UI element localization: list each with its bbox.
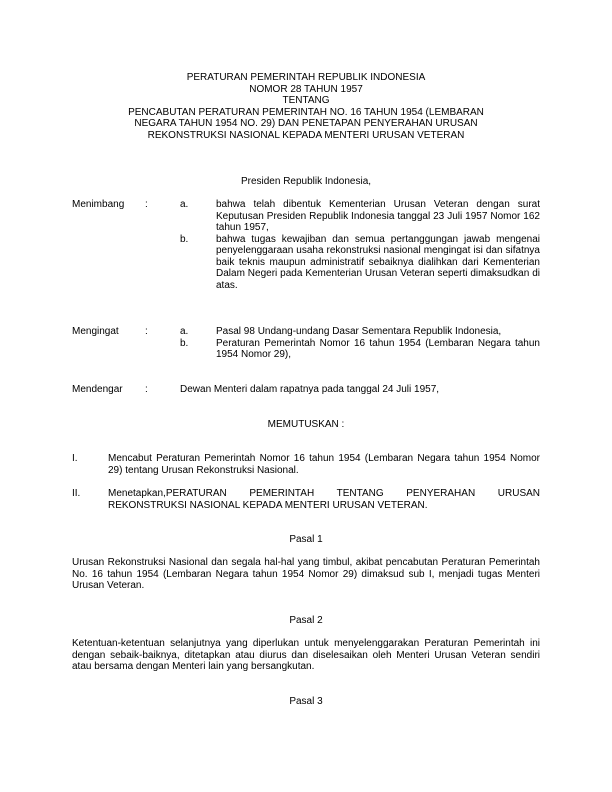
decision-row (72, 453, 540, 476)
item-marker: a. (180, 199, 189, 210)
item-marker: a. (180, 326, 189, 337)
item-marker: b. (180, 233, 189, 245)
menimbang-item-b (72, 234, 540, 292)
decision-text: Mencabut Peraturan Pemerintah Nomor 16 tahun 1954 (Lembaran Negara tahun 1954 Nomor 29) tentang Urusan Rekonstruksi Nasional. (108, 453, 540, 476)
pasal-1-title: Pasal 1 (289, 534, 323, 545)
menimbang-colon: : (145, 199, 148, 210)
mengingat-label: Mengingat (72, 326, 119, 337)
mengingat-item-a (72, 326, 540, 338)
decision-text: Menetapkan,PERATURAN PEMERINTAH TENTANG PENYERAHAN URUSAN REKONSTRUKSI NASIONAL KEPADA MENTERI URUSAN VETERAN. (108, 488, 540, 511)
mendengar-colon: : (145, 384, 148, 395)
mengingat-colon: : (145, 326, 148, 337)
item-text: bahwa tugas kewajiban dan semua pertanggungan jawab mengenai penyelenggaraan usaha rekonstruksi nasional mengingat isi dan sifatnya baik teknis maupun administratif sebaiknya dialihkan dari Kementerian Dalam Negeri pada Kementerian Urusan Veteran seperti dimaksudkan di atas. (216, 233, 540, 291)
menimbang-item-a (72, 199, 540, 234)
pasal-3-title: Pasal 3 (289, 696, 323, 707)
mendengar-section (72, 384, 540, 396)
decision-I (72, 453, 540, 476)
roman-marker: I. (72, 453, 78, 464)
roman-marker: II. (72, 488, 81, 499)
title-line: PERATURAN PEMERINTAH REPUBLIK INDONESIA (186, 72, 426, 83)
item-text: Pasal 98 Undang-undang Dasar Sementara Republik Indonesia, (216, 326, 502, 337)
pasal-1-text: Urusan Rekonstruksi Nasional dan segala hal-hal yang timbul, akibat pencabutan Peraturan Pemerintah No. 16 tahun 1954 (Lembaran Negara tahun 1954 Nomor 29) dimaksud sub I, menjadi tugas Menteri Urusan Veteran. (72, 557, 540, 591)
president-line: Presiden Republik Indonesia, (240, 176, 372, 187)
decision-II (72, 488, 540, 511)
title-line: TENTANG (282, 95, 330, 106)
menimbang-section (72, 199, 540, 291)
item-text: bahwa telah dibentuk Kementerian Urusan Veteran dengan surat Keputusan Presiden Republik Indonesia tanggal 23 Juli 1957 Nomor 162 tahun 1957, (216, 199, 540, 233)
title-line: NOMOR 28 TAHUN 1957 (249, 83, 363, 95)
item-marker: b. (180, 337, 189, 349)
mendengar-row (72, 384, 540, 396)
mendengar-label: Mendengar (72, 384, 123, 395)
pasal-2-title: Pasal 2 (289, 615, 323, 626)
mengingat-item-b (72, 338, 540, 361)
menimbang-label: Menimbang (72, 199, 125, 210)
decision-row (72, 488, 540, 511)
title-line: NEGARA TAHUN 1954 NO. 29) DAN PENETAPAN PENYERAHAN URUSAN (134, 118, 478, 129)
pasal-2-text: Ketentuan-ketentuan selanjutnya yang diperlukan untuk menyelenggarakan Peraturan Pemerintah ini dengan sebaik-baiknya, ditetapkan atau diurus dan diselesaikan oleh Menteri Urusan Veteran sendiri atau bersama dengan Menteri lain yang bersangkutan. (72, 638, 540, 672)
title-line: REKONSTRUKSI NASIONAL KEPADA MENTERI URUSAN VETERAN (147, 129, 465, 141)
item-text: Peraturan Pemerintah Nomor 16 tahun 1954 (Lembaran Negara tahun 1954 Nomor 29), (216, 337, 540, 360)
document-title (72, 72, 540, 141)
mengingat-section (72, 326, 540, 361)
title-line: PENCABUTAN PERATURAN PEMERINTAH NO. 16 TAHUN 1954 (LEMBARAN (128, 106, 484, 118)
mendengar-text: Dewan Menteri dalam rapatnya pada tanggal 24 Juli 1957, (180, 384, 440, 395)
memutuskan-heading: MEMUTUSKAN : (267, 419, 345, 430)
